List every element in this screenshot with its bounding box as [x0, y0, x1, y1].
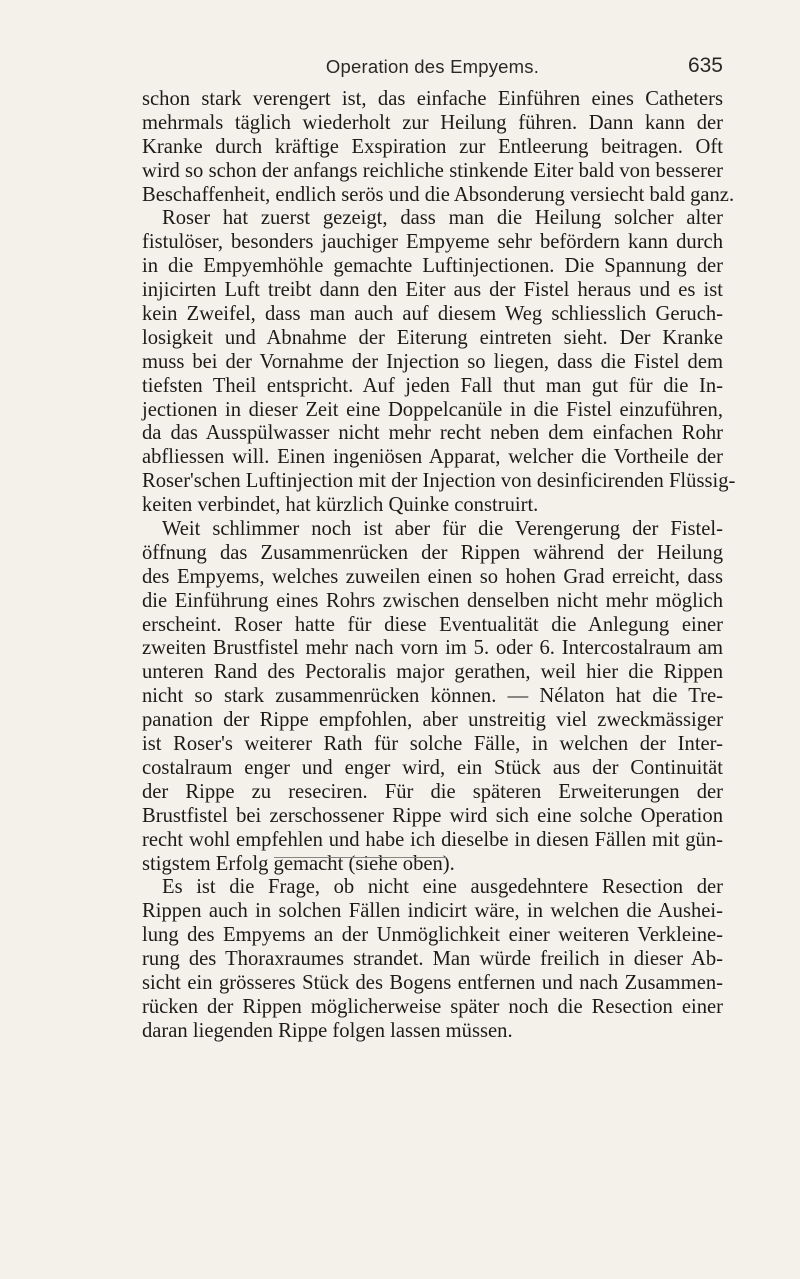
running-title: Operation des Empyems.: [325, 56, 540, 77]
text-line: stigstem Erfolg gemacht (siehe oben).: [142, 852, 455, 875]
text-line: jectionen in dieser Zeit eine Doppelcanüle in die Fistel einzuführen,: [142, 398, 723, 421]
text-line: Es ist die Frage, ob nicht eine ausgedehntere Resection der: [162, 876, 723, 899]
text-line: Roser hat zuerst gezeigt, dass man die Heilung solcher alter: [162, 207, 723, 230]
text-line: lung des Empyems an der Unmöglichkeit einer weiteren Verkleine-: [142, 924, 723, 947]
text-line: Kranke durch kräftige Exspiration zur Entleerung beitragen. Oft: [142, 135, 723, 158]
text-line: rung des Thoraxraumes strandet. Man würde freilich in dieser Ab-: [142, 948, 723, 971]
text-line: da das Ausspülwasser nicht mehr recht neben dem einfachen Rohr: [142, 422, 723, 445]
text-line: tiefsten Theil entspricht. Auf jeden Fall thut man gut für die In-: [142, 374, 723, 397]
text-line: panation der Rippe empfohlen, aber unstreitig viel zweckmässiger: [142, 709, 723, 732]
footer-rule: [274, 857, 446, 858]
text-line: Roser'schen Luftinjection mit der Injection von desinficirenden Flüssig-: [142, 470, 736, 493]
text-line: zweiten Brustfistel mehr nach vorn im 5. oder 6. Intercostalraum am: [142, 637, 723, 660]
text-line: kein Zweifel, dass man auch auf diesem Weg schliesslich Geruch-: [142, 303, 723, 326]
text-line: muss bei der Vornahme der Injection so liegen, dass die Fistel dem: [142, 350, 723, 373]
text-line: nicht so stark zusammenrücken können. — Nélaton hat die Tre-: [142, 685, 723, 708]
text-line: unteren Rand des Pectoralis major gerathen, weil hier die Rippen: [142, 661, 723, 684]
text-line: fistulöser, besonders jauchiger Empyeme sehr befördern kann durch: [142, 231, 723, 254]
text-line: ist Roser's weiterer Rath für solche Fälle, in welchen der Inter-: [142, 733, 723, 756]
text-line: schon stark verengert ist, das einfache Einführen eines Catheters: [142, 88, 723, 110]
body-text: [142, 88, 736, 1044]
page-number: 635: [687, 54, 723, 77]
text-line: sicht ein grösseres Stück des Bogens entfernen und nach Zusammen-: [142, 971, 723, 994]
text-line: Brustfistel bei zerschossener Rippe wird sich eine solche Operation: [142, 804, 723, 827]
text-line: injicirten Luft treibt dann den Eiter aus der Fistel heraus und es ist: [142, 279, 723, 302]
text-line: wird so schon der anfangs reichliche stinkende Eiter bald von besserer: [142, 159, 723, 182]
text-line: öffnung das Zusammenrücken der Rippen während der Heilung: [142, 541, 723, 564]
text-line: Weit schlimmer noch ist aber für die Verengerung der Fistel-: [162, 518, 723, 541]
text-line: erscheint. Roser hatte für diese Eventualität die Anlegung einer: [142, 613, 723, 636]
text-line: Rippen auch in solchen Fällen indicirt wäre, in welchen die Aushei-: [142, 900, 723, 923]
text-line: mehrmals täglich wiederholt zur Heilung führen. Dann kann der: [142, 111, 723, 134]
page-header: [142, 56, 723, 82]
text-line: costalraum enger und enger wird, ein Stück aus der Continuität: [142, 756, 723, 779]
text-line: abfliessen will. Einen ingeniösen Apparat, welcher die Vortheile der: [142, 446, 723, 469]
text-line: keiten verbindet, hat kürzlich Quinke construirt.: [142, 494, 539, 517]
text-line: Beschaffenheit, endlich serös und die Absonderung versiecht bald ganz.: [142, 183, 735, 206]
text-line: der Rippe zu reseciren. Für die späteren Erweiterungen der: [142, 780, 723, 803]
text-line: des Empyems, welches zuweilen einen so hohen Grad erreicht, dass: [142, 565, 723, 588]
text-line: in die Empyemhöhle gemachte Luftinjectionen. Die Spannung der: [142, 255, 723, 278]
text-line: die Einführung eines Rohrs zwischen denselben nicht mehr möglich: [142, 589, 723, 612]
text-line: losigkeit und Abnahme der Eiterung eintreten sieht. Der Kranke: [142, 326, 723, 349]
text-line: rücken der Rippen möglicherweise später noch die Resection einer: [142, 995, 723, 1018]
text-line: recht wohl empfehlen und habe ich dieselbe in diesen Fällen mit gün-: [142, 828, 723, 851]
text-line: daran liegenden Rippe folgen lassen müssen.: [142, 1019, 513, 1042]
